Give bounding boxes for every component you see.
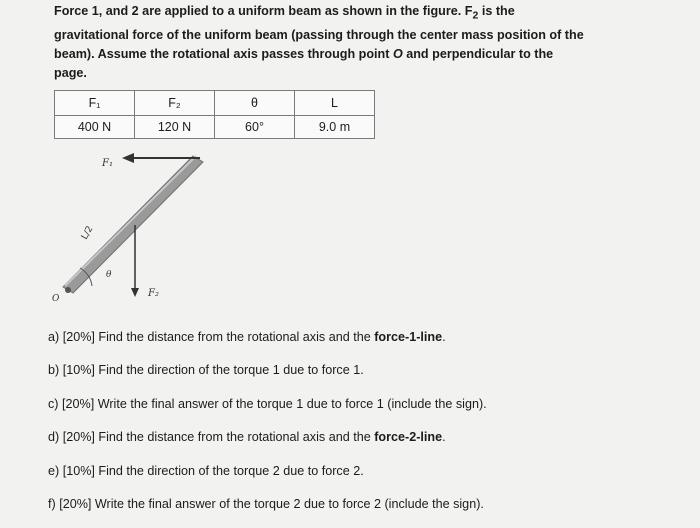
question-emphasis: force-1-line	[374, 330, 443, 344]
question-text: f) [20%] Write the final answer of the torque 2 due to force 2 (include the sign).	[48, 496, 484, 511]
header-f2: F₂	[135, 91, 215, 116]
question-e	[48, 462, 487, 480]
question-f	[48, 495, 487, 513]
header-theta: θ	[215, 91, 295, 116]
problem-text-c: and perpendicular to the page.	[54, 46, 554, 80]
beam-figure	[30, 150, 270, 315]
header-length: L	[295, 91, 375, 116]
pivot-point	[65, 287, 71, 293]
problem-text-a: Force 1, and 2 are applied to a uniform beam as shown in the figure. F	[54, 4, 473, 18]
subscript-2: 2	[472, 9, 479, 22]
question-d	[48, 428, 487, 446]
value-length: 9.0 m	[295, 116, 375, 139]
force-2-arrow	[131, 225, 139, 297]
label-f2: F₂	[148, 288, 159, 299]
question-text: a) [20%] Find the distance from the rotational axis and the	[48, 330, 375, 344]
label-f1: F₁	[102, 158, 113, 169]
value-f1: 400 N	[55, 116, 135, 139]
header-f1: F₁	[55, 91, 135, 116]
problem-text-b: is the gravitational force of the uniform beam (passing through the center mass position of the beam). Assume the rotational axis passes through point	[54, 4, 584, 61]
question-text: c) [20%] Write the final answer of the torque 1 due to force 1 (include the sign).	[48, 396, 487, 411]
question-text: b) [10%] Find the direction of the torque 1 due to force 1.	[48, 363, 364, 378]
question-list	[48, 328, 487, 528]
table-value-row	[55, 116, 375, 139]
label-half-length: L/2	[79, 224, 96, 242]
problem-statement	[54, 2, 584, 83]
question-emphasis: force-2-line	[374, 430, 443, 445]
value-theta: 60°	[215, 116, 295, 139]
given-values-table	[54, 90, 375, 139]
point-o: O	[392, 46, 403, 61]
question-a	[48, 328, 487, 346]
question-text-end: .	[442, 430, 446, 445]
question-b	[48, 361, 487, 379]
table-header-row	[55, 91, 375, 116]
question-c	[48, 395, 487, 413]
beam	[63, 156, 203, 293]
label-o: O	[52, 294, 60, 304]
question-text: d) [20%] Find the distance from the rotational axis and the	[48, 430, 375, 445]
value-f2: 120 N	[135, 116, 215, 139]
question-text: e) [10%] Find the direction of the torque 2 due to force 2.	[48, 463, 364, 478]
label-theta: θ	[106, 270, 112, 280]
question-text-end: .	[442, 330, 446, 344]
